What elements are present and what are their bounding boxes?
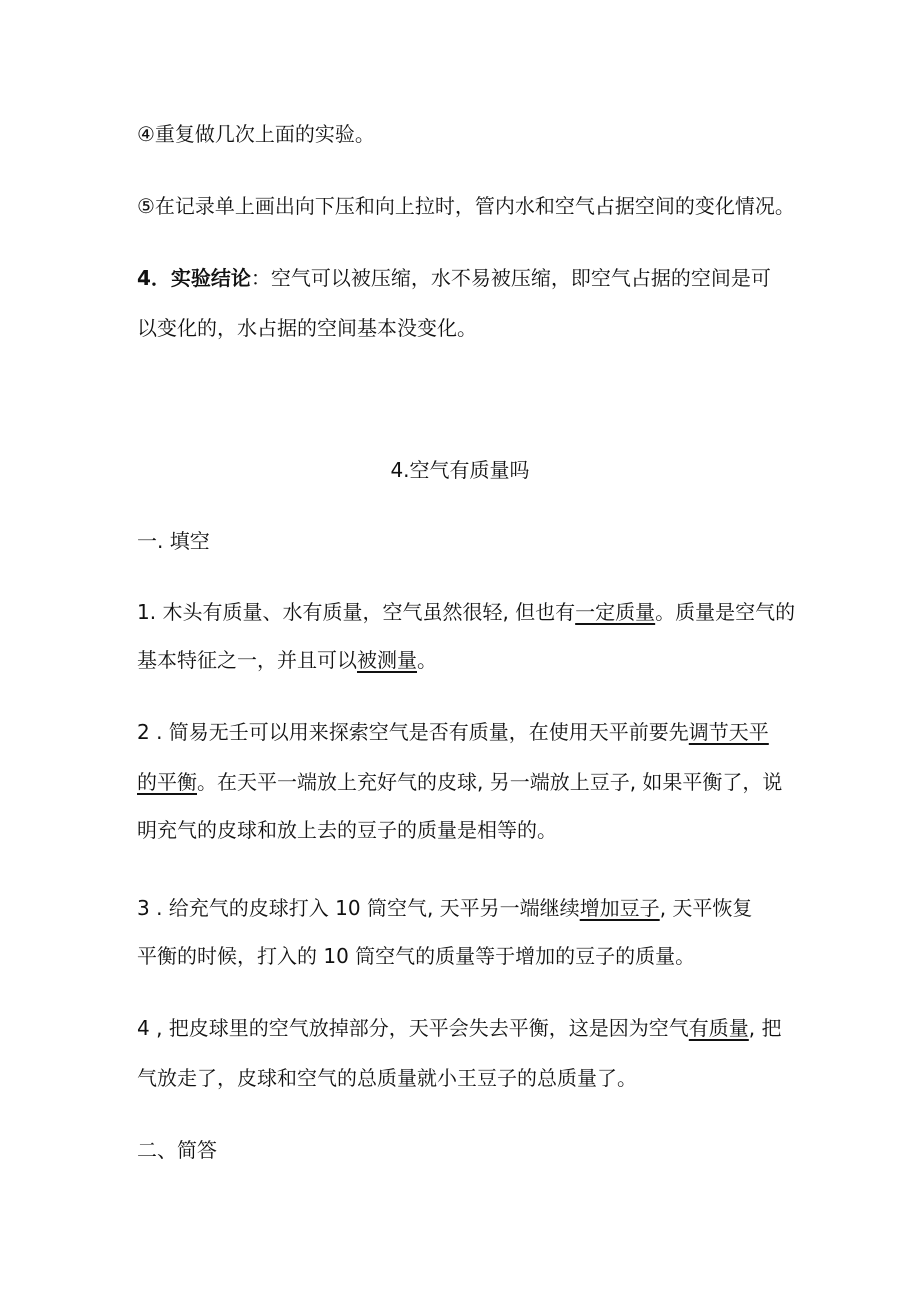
q1-text-a: 1. 木头有质量、水有质量，空气虽然很轻, 但也有	[137, 600, 576, 624]
q4-text-b: , 把	[748, 1016, 782, 1040]
q1-text-b: 。质量是空气的	[655, 600, 796, 624]
q2-answer-1b: 的平衡	[137, 770, 197, 794]
q3-text-b: , 天平恢复	[659, 896, 753, 920]
q1-answer-1: 一定质量	[575, 600, 656, 624]
section-fill-blank: 一. 填空	[137, 529, 210, 553]
q4-line-2: 气放走了，皮球和空气的总质量就小王豆子的总质量了。	[137, 1066, 637, 1090]
step-4: ④重复做几次上面的实验。	[137, 122, 375, 146]
q2-line-2	[137, 768, 782, 796]
q1-text-c: 基本特征之一，并且可以	[137, 648, 357, 672]
q4-line-1	[137, 1014, 782, 1042]
q2-text-a: 2 . 简易无壬可以用来探索空气是否有质量，在使用天平前要先	[137, 720, 689, 744]
lesson-title: 4.空气有质量吗	[390, 458, 530, 482]
q2-line-1	[137, 718, 769, 746]
step-5: ⑤在记录单上画出向下压和向上拉时，管内水和空气占据空间的变化情况。	[137, 194, 795, 218]
q2-line-3: 明充气的皮球和放上去的豆子的质量是相等的。	[137, 818, 557, 842]
q3-answer: 增加豆子	[579, 896, 660, 920]
section-short-answer: 二、简答	[137, 1138, 217, 1162]
conclusion-line-1	[137, 264, 771, 292]
q3-text-a: 3 . 给充气的皮球打入 10 筒空气, 天平另一端继续	[137, 896, 580, 920]
q2-text-b: 。在天平一端放上充好气的皮球, 另一端放上豆子, 如果平衡了，说	[197, 770, 783, 794]
q2-answer-1a: 调节天平	[688, 720, 769, 744]
conclusion-number: 4	[137, 266, 151, 290]
q3-line-1	[137, 894, 752, 922]
q1-line-1	[137, 598, 795, 626]
conclusion-text: ：空气可以被压缩，水不易被压缩，即空气占据的空间是可	[250, 266, 771, 290]
q1-text-d: 。	[417, 648, 437, 672]
conclusion-line-2: 以变化的，水占据的空间基本没变化。	[137, 316, 477, 340]
q3-line-2: 平衡的时候，打入的 10 筒空气的质量等于增加的豆子的质量。	[137, 944, 696, 968]
q4-text-a: 4 , 把皮球里的空气放掉部分，天平会失去平衡，这是因为空气	[137, 1016, 689, 1040]
q4-answer: 有质量	[688, 1016, 749, 1040]
q1-line-2	[137, 646, 437, 674]
q1-answer-2: 被测量	[357, 648, 417, 672]
conclusion-label: ．实验结论	[150, 266, 251, 290]
